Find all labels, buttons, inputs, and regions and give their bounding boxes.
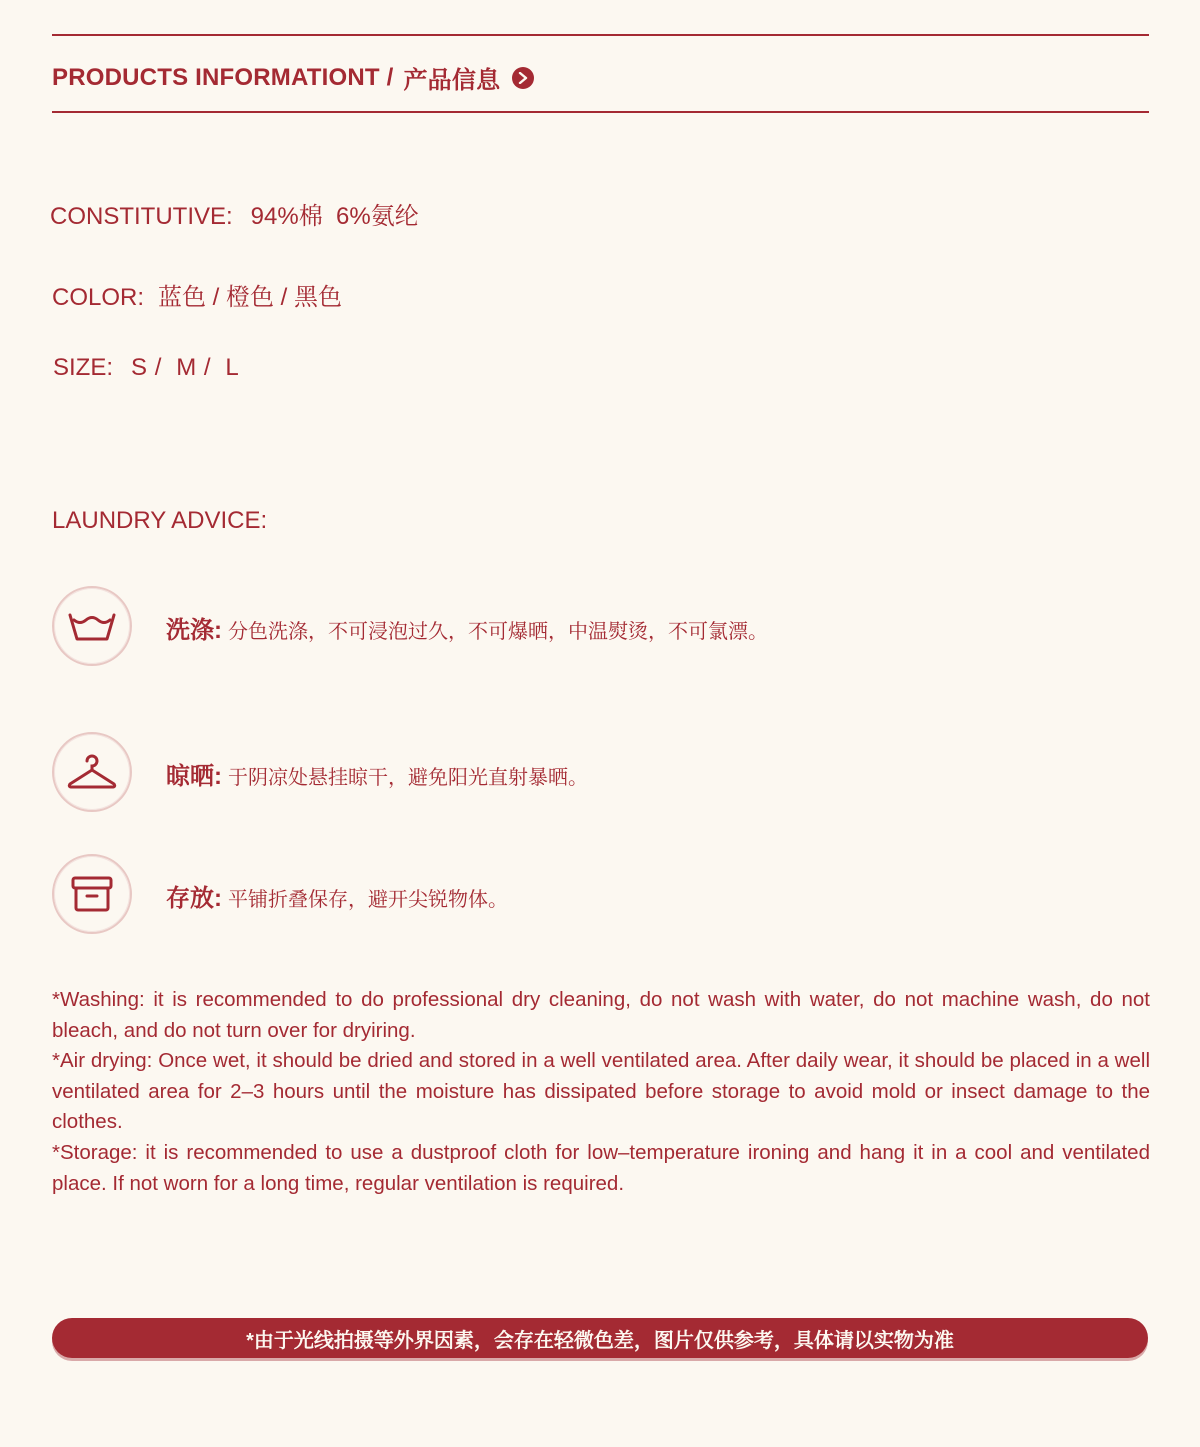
wash-basin-icon xyxy=(52,586,132,666)
color-line xyxy=(52,277,342,312)
care-notes xyxy=(52,985,1150,1199)
care-label: 晾晒: xyxy=(166,763,222,790)
storage-note: *Storage: it is recommended to use a dustproof cloth for low–temperature ironing and hang it in a cool and ventilated place. If not worn for a long time, regular ventilation is required. xyxy=(52,1140,1150,1195)
size-value: S / M / L xyxy=(131,354,240,381)
care-description: 于阴凉处悬挂晾干，避免阳光直射暴晒。 xyxy=(228,767,588,789)
disclaimer-text: *由于光线拍摄等外界因素，会存在轻微色差，图片仅供参考，具体请以实物为准 xyxy=(246,1329,954,1352)
constitutive-label: CONSTITUTIVE: xyxy=(50,203,233,230)
size-line xyxy=(53,354,239,382)
color-label: COLOR: xyxy=(52,284,145,311)
color-disclaimer-banner xyxy=(52,1318,1148,1358)
storage-box-icon xyxy=(52,854,132,934)
washing-note: *Washing: it is recommended to do professional dry cleaning, do not wash with water, do not machine wash, do not bleach, and do not turn over for dryiring. xyxy=(52,988,1150,1042)
air-drying-note: *Air drying: Once wet, it should be dried and stored in a well ventilated area. After daily wear, it should be placed in a well ventilated area for 2–3 hours until the moisture has dissipated before storage to avoid mold or insect damage to the clothes. xyxy=(52,1049,1150,1134)
constitutive-value: 94%棉 6%氨纶 xyxy=(250,203,419,230)
hanger-icon xyxy=(52,732,132,812)
chevron-right-circle-icon[interactable] xyxy=(512,67,534,89)
constitutive-line xyxy=(50,196,419,231)
header-title-en: PRODUCTS INFORMATIONT / xyxy=(52,63,394,91)
color-value: 蓝色 / 橙色 / 黑色 xyxy=(158,284,343,311)
section-header xyxy=(52,60,534,95)
top-divider xyxy=(52,34,1149,36)
size-label: SIZE: xyxy=(53,354,114,381)
header-bottom-divider xyxy=(52,111,1149,113)
laundry-advice-title: LAUNDRY ADVICE: xyxy=(52,507,268,534)
care-item-store xyxy=(52,854,1052,934)
care-description: 分色洗涤，不可浸泡过久，不可爆晒，中温熨烫，不可氯漂。 xyxy=(228,621,768,643)
care-label: 存放: xyxy=(166,885,222,912)
care-item-dry xyxy=(52,732,1052,812)
care-label: 洗涤: xyxy=(166,617,222,644)
care-description: 平铺折叠保存，避开尖锐物体。 xyxy=(228,889,508,911)
header-title-cn: 产品信息 xyxy=(403,67,501,94)
care-item-wash xyxy=(52,586,1052,666)
